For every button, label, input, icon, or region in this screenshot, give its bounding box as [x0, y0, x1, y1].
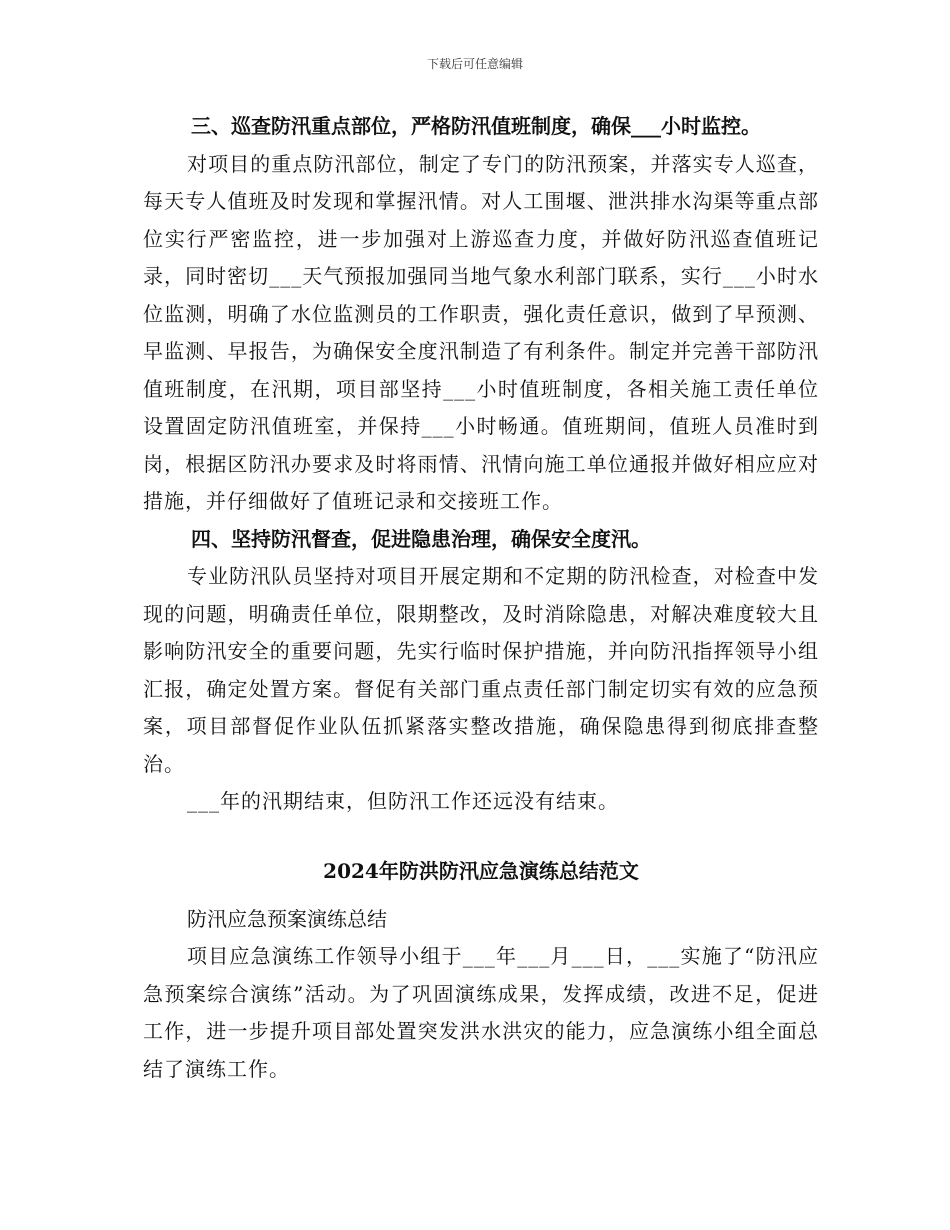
document-body — [143, 108, 819, 1088]
page-header-note: 下载后可任意编辑 — [426, 57, 523, 71]
document-title: 2024年防洪防汛应急演练总结范文 — [323, 858, 639, 883]
final-paragraph: 项目应急演练工作领导小组于___年___月___日，___实施了“防汛应急预案综合演练”活动。为了巩固演练成果，发挥成绩，改进不足，促进工作，进一步提升项目部处置突发洪水洪灾的能力，应急演练小组全面总结了演练工作。 — [143, 944, 819, 1081]
section-heading-4: 四、坚持防汛督查，促进隐患治理，确保安全度汛。 — [191, 526, 651, 551]
section-heading-3: 三、巡查防汛重点部位，严格防汛值班制度，确保___小时监控。 — [191, 114, 761, 138]
document-subtitle: 防汛应急预案演练总结 — [187, 906, 387, 931]
closing-paragraph: ___年的汛期结束，但防汛工作还远没有结束。 — [187, 789, 619, 813]
section-paragraph-4: 专业防汛队员坚持对项目开展定期和不定期的防汛检查，对检查中发现的问题，明确责任单位，限期整改，及时消除隐患，对解决难度较大且影响防汛安全的重要问题，先实行临时保护措施，并向防汛指挥领导小组汇报，确定处置方案。督促有关部门重点责任部门制定切实有效的应急预案，项目部督促作业队伍抓紧落实整改措施，确保隐患得到彻底排查整治。 — [143, 564, 819, 776]
section-paragraph-3: 对项目的重点防汛部位，制定了专门的防汛预案，并落实专人巡查，每天专人值班及时发现和掌握汛情。对人工围堰、泄洪排水沟渠等重点部位实行严密监控，进一步加强对上游巡查力度，并做好防汛巡查值班记录，同时密切___天气预报加强同当地气象水利部门联系，实行___小时水位监测，明确了水位监测员的工作职责，强化责任意识，做到了早预测、早监测、早报告，为确保安全度汛制造了有利条件。制定并完善干部防汛值班制度，在汛期，项目部坚持___小时值班制度，各相关施工责任单位设置固定防汛值班室，并保持___小时畅通。值班期间，值班人员准时到岗，根据区防汛办要求及时将雨情、汛情向施工单位通报并做好相应应对措施，并仔细做好了值班记录和交接班工作。 — [143, 151, 819, 513]
